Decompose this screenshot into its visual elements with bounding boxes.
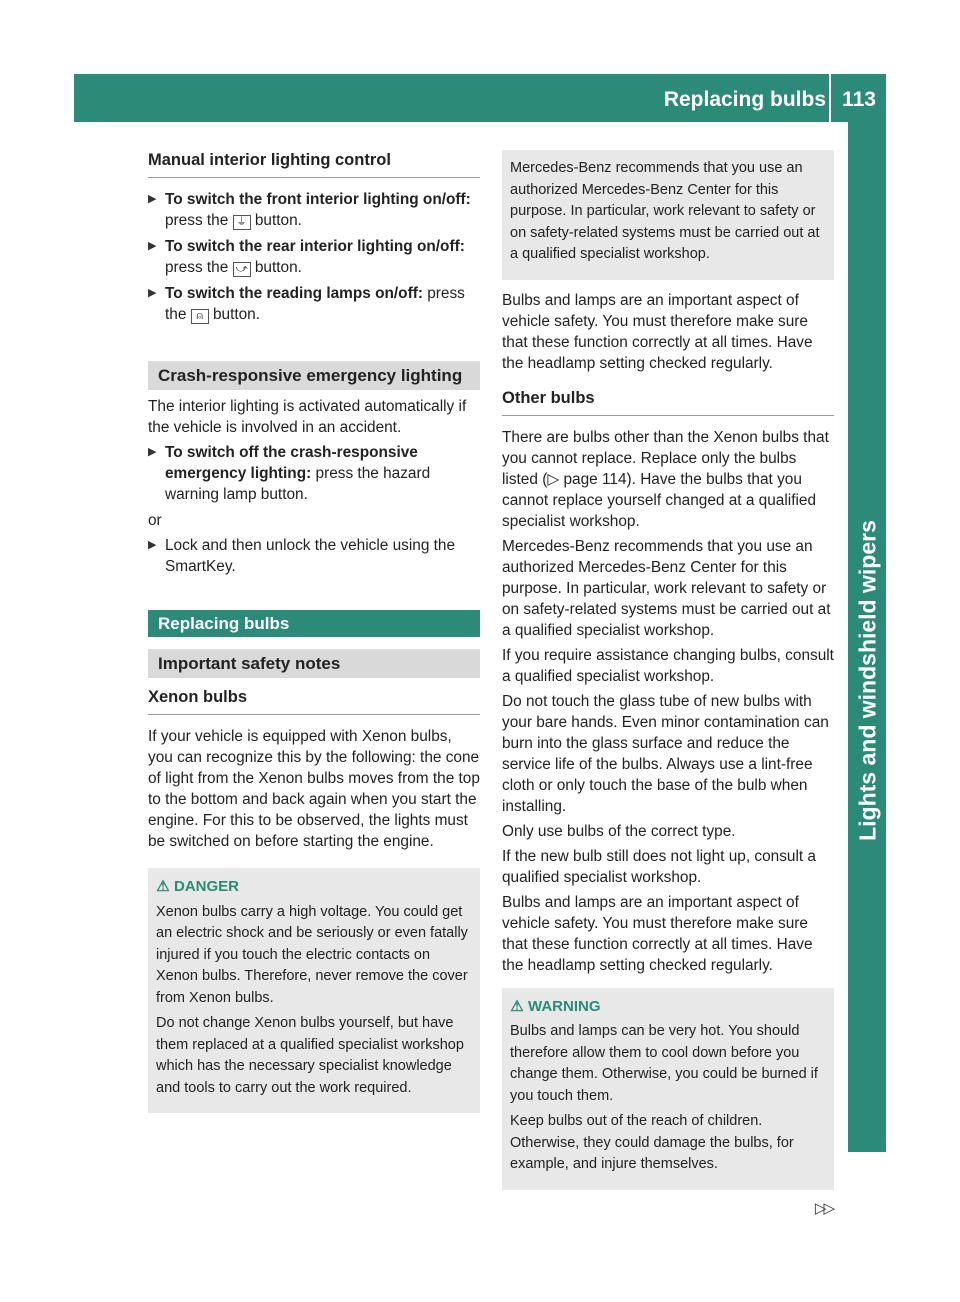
chapter-side-label: Lights and windshield wipers: [854, 520, 881, 841]
danger-p2: Do not change Xenon bulbs yourself, but have them replaced at a qualified specialist workshop which has the necessary specialist knowledge and tools to carry out the work required.: [156, 1015, 464, 1096]
other-p7: Bulbs and lamps are an important aspect of vehicle safety. You must therefore make sure that these function correctly at all times. Have the headlamp setting checked regularly.: [502, 893, 813, 974]
step-rear-interior: [148, 236, 480, 278]
or-text: or: [148, 512, 162, 529]
chapter-side-tab: [848, 122, 886, 1152]
step-crash-text: press the hazard warning lamp button.: [165, 465, 431, 503]
danger-p1: Xenon bulbs carry a high voltage. You could get an electric shock and be seriously or even fatally injured if you touch the electric contacts on Xenon bulbs. Therefore, never remove the cover from Xenon bulbs.: [156, 903, 468, 1006]
continue-marker: ▷▷: [814, 1200, 832, 1217]
warning-box: [502, 988, 834, 1190]
header-divider: [829, 74, 831, 122]
warning-heading: [510, 996, 826, 1018]
rear-lamp-icon: ⤻: [233, 262, 251, 277]
step-lock-text: Lock and then unlock the vehicle using the SmartKey.: [165, 537, 456, 575]
warning-label: WARNING: [528, 997, 601, 1015]
other-p5: Only use bulbs of the correct type.: [502, 822, 736, 840]
right-column: [502, 150, 834, 1190]
other-p3: If you require assistance changing bulbs, consult a qualified specialist workshop.: [502, 646, 834, 685]
step-arrow-icon: ▶: [148, 240, 157, 252]
other-bulbs-heading: Other bulbs: [502, 388, 834, 416]
step-rear-tail: button.: [250, 259, 302, 276]
recommend-text: Mercedes-Benz recommends that you use an authorized Mercedes-Benz Center for this purpose. In particular, work relevant to safety or on safety-related systems must be carried out at a qualified specialist workshop.: [510, 160, 820, 262]
step-front-tail: button.: [250, 212, 302, 229]
step-crash-label: To switch off the crash-responsive emergency lighting:: [165, 444, 418, 482]
page-number: 113: [842, 88, 876, 111]
other-p6: If the new bulb still does not light up, consult a qualified specialist workshop.: [502, 847, 816, 886]
other-p1-a: There are bulbs other than the Xenon bulbs that you cannot replace. Replace only the bulbs listed (: [502, 428, 829, 488]
other-p1-b: ). Have the bulbs that you cannot replace yourself changed at a qualified specialist workshop.: [502, 470, 817, 530]
step-arrow-icon: ▶: [148, 193, 157, 205]
crash-lighting-heading: Crash-responsive emergency lighting: [148, 361, 480, 390]
step-reading-lamps: [148, 283, 480, 325]
other-p4: Do not touch the glass tube of new bulbs with your bare hands. Even minor contamination can burn into the glass surface and reduce the service life of the bulbs. Always use a lint-free cloth or only touch the base of the bulb when installing.: [502, 692, 829, 815]
replacing-bulbs-heading: Replacing bulbs: [148, 610, 480, 637]
recommend-box: [502, 150, 834, 280]
step-arrow-icon: ▶: [148, 287, 157, 299]
page-reference-link[interactable]: ▷ page 114: [547, 470, 627, 488]
page-header-bar: [74, 74, 886, 122]
step-reading-text: press the: [165, 285, 465, 323]
warning-p2: Keep bulbs out of the reach of children. Otherwise, they could damage the bulbs, for example, and injure themselves.: [510, 1113, 794, 1172]
step-arrow-icon: ▶: [148, 539, 157, 551]
step-arrow-icon: ▶: [148, 446, 157, 458]
front-lamp-icon: ⏚: [233, 215, 251, 230]
step-rear-text: press the: [165, 259, 233, 276]
left-column: [148, 150, 480, 1113]
header-title: Replacing bulbs: [663, 88, 826, 111]
step-front-interior: [148, 189, 480, 231]
step-rear-label: To switch the rear interior lighting on/off:: [165, 238, 465, 255]
step-reading-label: To switch the reading lamps on/off:: [165, 285, 423, 302]
danger-heading: [156, 876, 472, 898]
warning-p1: Bulbs and lamps can be very hot. You should therefore allow them to cool down before you change them. Otherwise, you could be burned if you touch them.: [510, 1023, 818, 1104]
other-p1: [502, 427, 834, 532]
crash-intro: The interior lighting is activated automatically if the vehicle is involved in an accident.: [148, 398, 467, 436]
danger-label: DANGER: [174, 878, 240, 895]
warning-triangle-icon: ⚠: [156, 878, 170, 895]
step-front-text: press the: [165, 212, 233, 229]
step-front-label: To switch the front interior lighting on/off:: [165, 191, 471, 208]
other-p2: Mercedes-Benz recommends that you use an authorized Mercedes-Benz Center for this purpose. In particular, work relevant to safety or on safety-related systems must be carried out at a qualified specialist workshop.: [502, 537, 831, 639]
xenon-heading: Xenon bulbs: [148, 687, 480, 715]
safety-notes-heading: Important safety notes: [148, 649, 480, 678]
step-lock-unlock: [148, 535, 480, 577]
warning-triangle-icon: ⚠: [510, 997, 524, 1015]
xenon-body: If your vehicle is equipped with Xenon bulbs, you can recognize this by the following: the cone of light from the Xenon bulbs moves from the top to the bottom and back again when you start the engine. For this to be observed, the lights must be switched on before starting the engine.: [148, 728, 480, 850]
step-crash-off: [148, 442, 480, 505]
reading-lamp-icon: ⍝: [191, 309, 209, 324]
danger-box: [148, 868, 480, 1113]
important-aspect-text: Bulbs and lamps are an important aspect of vehicle safety. You must therefore make sure that these function correctly at all times. Have the headlamp setting checked regularly.: [502, 291, 813, 372]
step-reading-tail: button.: [208, 306, 261, 323]
manual-lighting-heading: Manual interior lighting control: [148, 150, 480, 178]
